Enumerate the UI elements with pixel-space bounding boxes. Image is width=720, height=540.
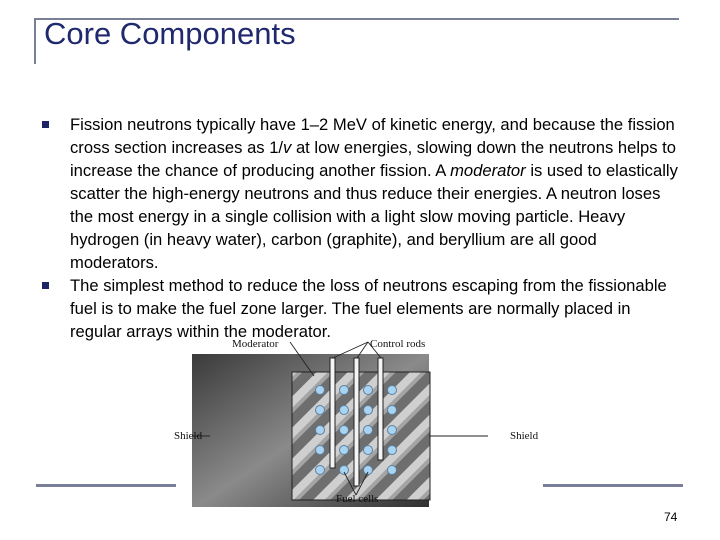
title-frame-left [34,18,36,64]
bullet-1-text-a: Fission neutrons typically have 1–2 MeV of kinetic energy, and because the fission cross section increases as 1/ [70,115,675,157]
footer-line-left [36,484,176,487]
label-moderator: Moderator [232,338,279,350]
square-bullet-icon [42,121,49,128]
label-shield-right: Shield [510,430,539,442]
bullet-1-text-c: is used to elastically scatter the high-energy neutrons and thus reduce their energies. A neutron loses the most energy in a single collision with a light slow moving particle. Heavy hydrogen (in heavy water), carbon (graphite), and beryllium are all good moderators. [70,161,678,272]
page-number: 74 [664,510,678,524]
bullet-1-italic-v: v [283,138,292,157]
bullet-1-text-b: at low energies, slowing down the neutrons helps to increase the chance of producing another fission. A [70,138,676,180]
footer-line-right [543,484,683,487]
bullet-1-italic-moderator: moderator [450,161,526,180]
bullet-2-text: The simplest method to reduce the loss of neutrons escaping from the fissionable fuel is to make the fuel zone larger. The fuel elements are normally placed in regular arrays within the moderator. [70,276,667,341]
label-fuel-cells: Fuel cells [336,493,379,505]
label-shield-left: Shield [174,430,203,442]
reactor-core-diagram [170,332,550,507]
slide-title: Core Components [44,16,296,51]
square-bullet-icon [42,282,49,289]
moderator-block [292,372,430,500]
label-control-rods: Control rods [370,338,426,350]
bullet-list [40,113,680,343]
bullet-item-1 [40,113,680,274]
